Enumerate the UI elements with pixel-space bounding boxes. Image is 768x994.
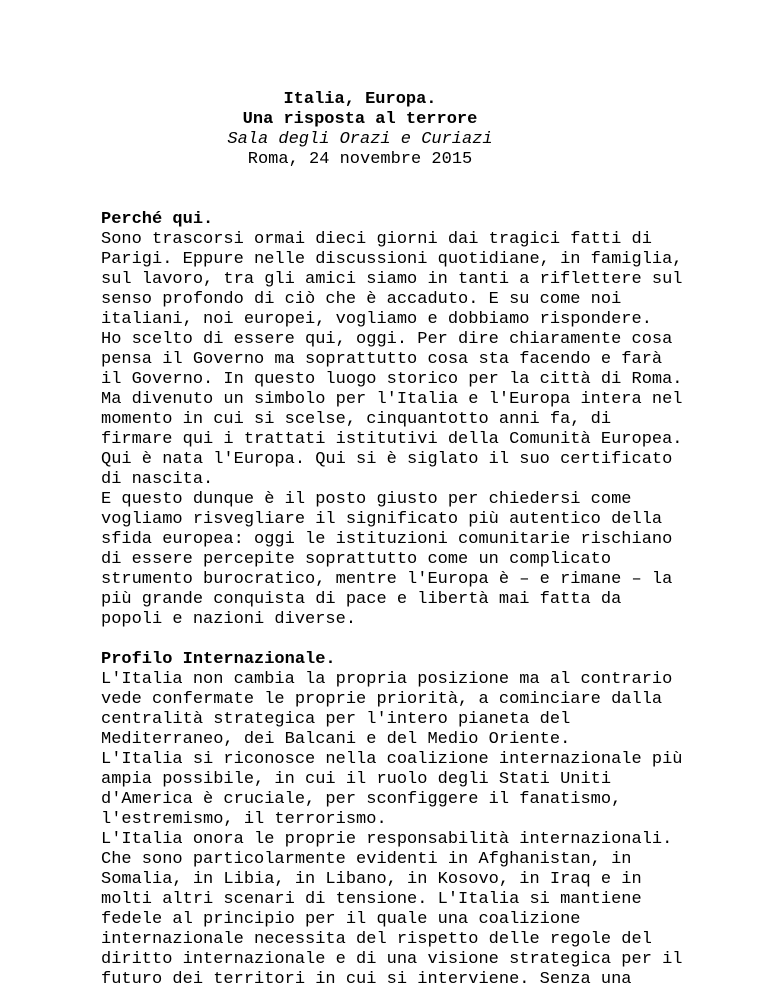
body-text-line: d'America è cruciale, per sconfiggere il fanatismo,: [101, 790, 622, 809]
body-text-line: internazionale necessita del rispetto delle regole del: [101, 930, 652, 949]
document-title-line-1: Italia, Europa.: [283, 90, 437, 109]
section-body: [101, 670, 731, 990]
body-text-line: Somalia, in Libia, in Libano, in Kosovo, in Iraq e in: [101, 870, 642, 889]
body-text-line: di nascita.: [101, 470, 214, 489]
body-text-line: Sono trascorsi ormai dieci giorni dai tragici fatti di: [101, 230, 652, 249]
body-text-line: l'estremismo, il terrorismo.: [101, 810, 387, 829]
body-text-line: molti altri scenari di tensione. L'Italia si mantiene: [101, 890, 642, 909]
section-perche-qui: [101, 210, 731, 630]
body-text-line: L'Italia non cambia la propria posizione ma al contrario: [101, 670, 673, 689]
section-body: [101, 230, 731, 630]
body-text-line: Mediterraneo, dei Balcani e del Medio Oriente.: [101, 730, 571, 749]
body-text-line: sfida europea: oggi le istituzioni comunitarie rischiano: [101, 530, 673, 549]
section-profilo-internazionale: [101, 650, 731, 990]
body-text-line: pensa il Governo ma soprattutto cosa sta facendo e farà: [101, 350, 663, 369]
body-text-line: più grande conquista di pace e libertà mai fatta da: [101, 590, 622, 609]
body-text-line: strumento burocratico, mentre l'Europa è – e rimane – la: [101, 570, 673, 589]
body-text-line: centralità strategica per l'intero pianeta del: [101, 710, 571, 729]
body-text-line: vede confermate le proprie priorità, a cominciare dalla: [101, 690, 663, 709]
body-text-line: Che sono particolarmente evidenti in Afghanistan, in: [101, 850, 632, 869]
body-text-line: Ma divenuto un simbolo per l'Italia e l'Europa intera nel: [101, 390, 683, 409]
body-text-line: momento in cui si scelse, cinquantotto anni fa, di: [101, 410, 612, 429]
body-text-line: Parigi. Eppure nelle discussioni quotidiane, in famiglia,: [101, 250, 683, 269]
body-text-line: vogliamo risvegliare il significato più autentico della: [101, 510, 663, 529]
body-text-line: sul lavoro, tra gli amici siamo in tanti a riflettere sul: [101, 270, 683, 289]
body-text-line: senso profondo di ciò che è accaduto. E su come noi: [101, 290, 622, 309]
body-text-line: fedele al principio per il quale una coalizione: [101, 910, 581, 929]
body-text-line: Ho scelto di essere qui, oggi. Per dire chiaramente cosa: [101, 330, 673, 349]
body-text-line: Qui è nata l'Europa. Qui si è siglato il suo certificato: [101, 450, 673, 469]
body-text-line: di essere percepite soprattutto come un complicato: [101, 550, 612, 569]
body-text-line: diritto internazionale e di una visione strategica per il: [101, 950, 683, 969]
document-header: [101, 90, 619, 170]
document-place-date: Roma, 24 novembre 2015: [247, 150, 473, 169]
body-text-line: E questo dunque è il posto giusto per chiedersi come: [101, 490, 632, 509]
body-text-line: il Governo. In questo luogo storico per la città di Roma.: [101, 370, 683, 389]
body-text-line: L'Italia onora le proprie responsabilità internazionali.: [101, 830, 673, 849]
body-text-line: L'Italia si riconosce nella coalizione internazionale più: [101, 750, 683, 769]
body-text-line: firmare qui i trattati istitutivi della Comunità Europea.: [101, 430, 683, 449]
section-title: Profilo Internazionale.: [101, 650, 336, 669]
body-text-line: popoli e nazioni diverse.: [101, 610, 357, 629]
document-page: [101, 90, 731, 990]
body-text-line: italiani, noi europei, vogliamo e dobbiamo rispondere.: [101, 310, 652, 329]
section-title: Perché qui.: [101, 210, 214, 229]
body-text-line: ampia possibile, in cui il ruolo degli Stati Uniti: [101, 770, 612, 789]
document-venue: Sala degli Orazi e Curiazi: [227, 130, 493, 149]
body-text-line: futuro dei territori in cui si interviene. Senza una: [101, 970, 632, 989]
document-title-line-2: Una risposta al terrore: [242, 110, 478, 129]
